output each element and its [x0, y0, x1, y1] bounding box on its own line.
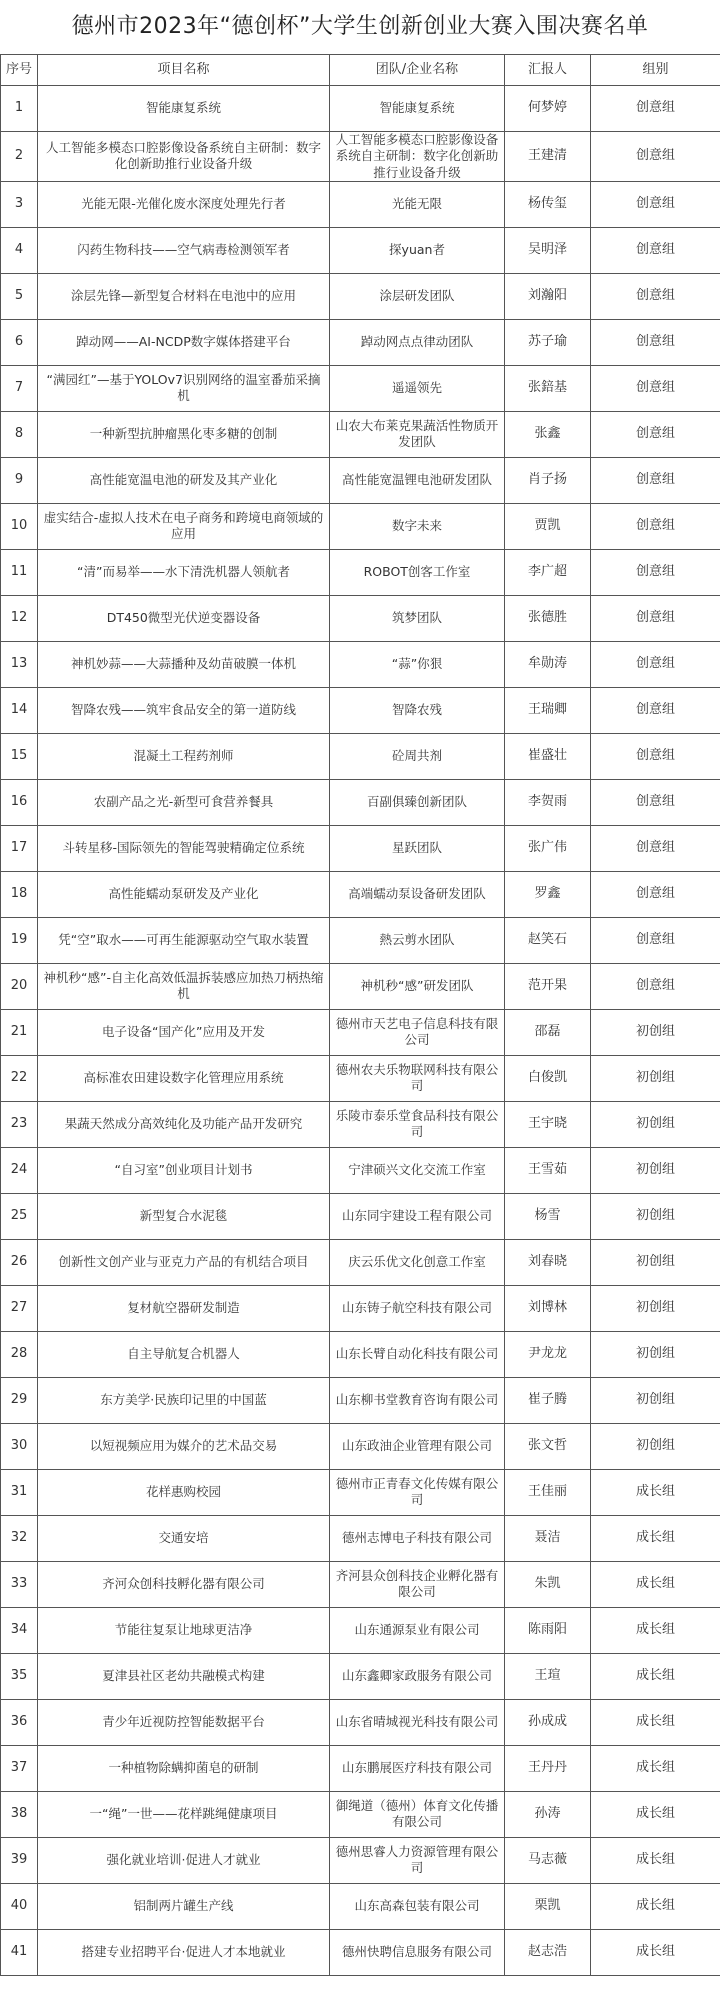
project-name: “自习室”创业项目计划书: [38, 1147, 330, 1193]
team-name: 德州农夫乐物联网科技有限公司: [330, 1055, 505, 1101]
project-name: 踔动网——AI-NCDP数字媒体搭建平台: [38, 319, 330, 365]
group-name: 成长组: [591, 1699, 720, 1745]
table-row: [1, 1791, 720, 1837]
reporter-name: 王瑄: [505, 1653, 591, 1699]
row-number: 2: [1, 132, 38, 182]
table-row: [1, 963, 720, 1009]
reporter-name: 王瑞卿: [505, 687, 591, 733]
project-name: 强化就业培训·促进人才就业: [38, 1837, 330, 1883]
row-number: 18: [1, 871, 38, 917]
group-name: 创意组: [591, 503, 720, 549]
group-name: 创意组: [591, 227, 720, 273]
team-name: ROBOT创客工作室: [330, 549, 505, 595]
table-row: [1, 1377, 720, 1423]
team-name: 山东鹏展医疗科技有限公司: [330, 1745, 505, 1791]
reporter-name: 王丹丹: [505, 1745, 591, 1791]
project-name: 一种植物除螨抑菌皂的研制: [38, 1745, 330, 1791]
group-name: 初创组: [591, 1193, 720, 1239]
row-number: 26: [1, 1239, 38, 1285]
group-name: 初创组: [591, 1331, 720, 1377]
team-name: 山东铸子航空科技有限公司: [330, 1285, 505, 1331]
project-name: 智降农残——筑牢食品安全的第一道防线: [38, 687, 330, 733]
table-row: [1, 549, 720, 595]
row-number: 12: [1, 595, 38, 641]
row-number: 35: [1, 1653, 38, 1699]
header-project: 项目名称: [38, 55, 330, 86]
group-name: 创意组: [591, 733, 720, 779]
row-number: 25: [1, 1193, 38, 1239]
group-name: 初创组: [591, 1423, 720, 1469]
row-number: 5: [1, 273, 38, 319]
project-name: 高标准农田建设数字化管理应用系统: [38, 1055, 330, 1101]
header-team: 团队/企业名称: [330, 55, 505, 86]
header-number: 序号: [1, 55, 38, 86]
table-row: [1, 1193, 720, 1239]
project-name: 铝制两片罐生产线: [38, 1883, 330, 1929]
team-name: 人工智能多模态口腔影像设备系统自主研制：数字化创新助推行业设备升级: [330, 132, 505, 182]
reporter-name: 何梦婷: [505, 86, 591, 132]
table-row: [1, 917, 720, 963]
team-name: “蒜”你狠: [330, 641, 505, 687]
table-row: [1, 132, 720, 182]
reporter-name: 张文哲: [505, 1423, 591, 1469]
row-number: 17: [1, 825, 38, 871]
project-name: 斗转星移-国际领先的智能驾驶精确定位系统: [38, 825, 330, 871]
team-name: 山东长臂自动化科技有限公司: [330, 1331, 505, 1377]
group-name: 成长组: [591, 1469, 720, 1515]
row-number: 22: [1, 1055, 38, 1101]
group-name: 创意组: [591, 641, 720, 687]
group-name: 初创组: [591, 1009, 720, 1055]
reporter-name: 崔盛壮: [505, 733, 591, 779]
project-name: 凭“空”取水——可再生能源驱动空气取水装置: [38, 917, 330, 963]
row-number: 28: [1, 1331, 38, 1377]
row-number: 9: [1, 457, 38, 503]
group-name: 初创组: [591, 1147, 720, 1193]
row-number: 30: [1, 1423, 38, 1469]
team-name: 宁津硕兴文化交流工作室: [330, 1147, 505, 1193]
reporter-name: 王建清: [505, 132, 591, 182]
table-row: [1, 1331, 720, 1377]
reporter-name: 牟勋涛: [505, 641, 591, 687]
team-name: 数字未来: [330, 503, 505, 549]
team-name: 御绳道（德州）体育文化传播有限公司: [330, 1791, 505, 1837]
row-number: 41: [1, 1929, 38, 1975]
reporter-name: 苏子瑜: [505, 319, 591, 365]
project-name: 涂层先锋—新型复合材料在电池中的应用: [38, 273, 330, 319]
table-row: [1, 1883, 720, 1929]
group-name: 初创组: [591, 1285, 720, 1331]
table-row: [1, 871, 720, 917]
group-name: 成长组: [591, 1929, 720, 1975]
header-row: [1, 55, 720, 86]
row-number: 7: [1, 365, 38, 411]
reporter-name: 罗鑫: [505, 871, 591, 917]
reporter-name: 肖子扬: [505, 457, 591, 503]
reporter-name: 陈雨阳: [505, 1607, 591, 1653]
reporter-name: 王佳丽: [505, 1469, 591, 1515]
row-number: 16: [1, 779, 38, 825]
table-row: [1, 825, 720, 871]
reporter-name: 张德胜: [505, 595, 591, 641]
project-name: 东方美学·民族印记里的中国蓝: [38, 1377, 330, 1423]
reporter-name: 王宇晓: [505, 1101, 591, 1147]
reporter-name: 聂洁: [505, 1515, 591, 1561]
project-name: 搭建专业招聘平台·促进人才本地就业: [38, 1929, 330, 1975]
reporter-name: 崔子腾: [505, 1377, 591, 1423]
group-name: 创意组: [591, 86, 720, 132]
project-name: 智能康复系统: [38, 86, 330, 132]
row-number: 14: [1, 687, 38, 733]
team-name: 德州快聘信息服务有限公司: [330, 1929, 505, 1975]
group-name: 创意组: [591, 779, 720, 825]
project-name: 创新性文创产业与亚克力产品的有机结合项目: [38, 1239, 330, 1285]
project-name: 青少年近视防控智能数据平台: [38, 1699, 330, 1745]
group-name: 成长组: [591, 1883, 720, 1929]
reporter-name: 白俊凯: [505, 1055, 591, 1101]
reporter-name: 栗凯: [505, 1883, 591, 1929]
table-row: [1, 457, 720, 503]
header-reporter: 汇报人: [505, 55, 591, 86]
team-name: 神机秒“感”研发团队: [330, 963, 505, 1009]
table-row: [1, 1423, 720, 1469]
project-name: 电子设备“国产化”应用及开发: [38, 1009, 330, 1055]
table-row: [1, 1055, 720, 1101]
project-name: 新型复合水泥毯: [38, 1193, 330, 1239]
reporter-name: 杨传玺: [505, 181, 591, 227]
reporter-name: 马志薇: [505, 1837, 591, 1883]
row-number: 10: [1, 503, 38, 549]
team-name: 山东政油企业管理有限公司: [330, 1423, 505, 1469]
table-row: [1, 365, 720, 411]
team-name: 遥遥领先: [330, 365, 505, 411]
group-name: 成长组: [591, 1745, 720, 1791]
reporter-name: 杨雪: [505, 1193, 591, 1239]
group-name: 成长组: [591, 1791, 720, 1837]
row-number: 36: [1, 1699, 38, 1745]
group-name: 初创组: [591, 1239, 720, 1285]
project-name: 果蔬天然成分高效纯化及功能产品开发研究: [38, 1101, 330, 1147]
row-number: 23: [1, 1101, 38, 1147]
group-name: 创意组: [591, 181, 720, 227]
reporter-name: 孙涛: [505, 1791, 591, 1837]
group-name: 初创组: [591, 1101, 720, 1147]
team-name: 德州思睿人力资源管理有限公司: [330, 1837, 505, 1883]
reporter-name: 张鑫: [505, 411, 591, 457]
table-row: [1, 1837, 720, 1883]
table-row: [1, 1653, 720, 1699]
table-body: [1, 86, 720, 1976]
row-number: 4: [1, 227, 38, 273]
project-name: 花样惠购校园: [38, 1469, 330, 1515]
team-name: 庆云乐优文化创意工作室: [330, 1239, 505, 1285]
team-name: 光能无限: [330, 181, 505, 227]
project-name: 高性能宽温电池的研发及其产业化: [38, 457, 330, 503]
row-number: 15: [1, 733, 38, 779]
row-number: 38: [1, 1791, 38, 1837]
team-name: 山东高森包装有限公司: [330, 1883, 505, 1929]
group-name: 创意组: [591, 457, 720, 503]
document-title: 德州市2023年“德创杯”大学生创新创业大赛入围决赛名单: [71, 14, 649, 39]
table-row: [1, 1469, 720, 1515]
row-number: 19: [1, 917, 38, 963]
row-number: 24: [1, 1147, 38, 1193]
row-number: 32: [1, 1515, 38, 1561]
project-name: 高性能蠕动泵研发及产业化: [38, 871, 330, 917]
table-row: [1, 1699, 720, 1745]
table-row: [1, 595, 720, 641]
table-row: [1, 319, 720, 365]
reporter-name: 吴明泽: [505, 227, 591, 273]
team-name: 熱云剪水团队: [330, 917, 505, 963]
team-name: 山东鑫卿家政服务有限公司: [330, 1653, 505, 1699]
group-name: 初创组: [591, 1377, 720, 1423]
table-row: [1, 779, 720, 825]
reporter-name: 朱凯: [505, 1561, 591, 1607]
team-name: 砼周共剂: [330, 733, 505, 779]
team-name: 智降农残: [330, 687, 505, 733]
team-name: 高端蠕动泵设备研发团队: [330, 871, 505, 917]
reporter-name: 李贺雨: [505, 779, 591, 825]
group-name: 创意组: [591, 825, 720, 871]
group-name: 创意组: [591, 132, 720, 182]
reporter-name: 孙成成: [505, 1699, 591, 1745]
reporter-name: 尹龙龙: [505, 1331, 591, 1377]
project-name: DT450微型光伏逆变器设备: [38, 595, 330, 641]
table-row: [1, 1285, 720, 1331]
project-name: “满园红”—基于YOLOv7识别网络的温室番茄采摘机: [38, 365, 330, 411]
reporter-name: 刘瀚阳: [505, 273, 591, 319]
table-row: [1, 181, 720, 227]
table-row: [1, 1607, 720, 1653]
table-row: [1, 503, 720, 549]
row-number: 37: [1, 1745, 38, 1791]
team-name: 山东同宇建设工程有限公司: [330, 1193, 505, 1239]
table-row: [1, 641, 720, 687]
row-number: 27: [1, 1285, 38, 1331]
row-number: 3: [1, 181, 38, 227]
table-row: [1, 1929, 720, 1975]
project-name: 人工智能多模态口腔影像设备系统自主研制：数字化创新助推行业设备升级: [38, 132, 330, 182]
team-name: 智能康复系统: [330, 86, 505, 132]
reporter-name: 刘春晓: [505, 1239, 591, 1285]
row-number: 39: [1, 1837, 38, 1883]
team-name: 德州市正青春文化传媒有限公司: [330, 1469, 505, 1515]
group-name: 成长组: [591, 1653, 720, 1699]
group-name: 初创组: [591, 1055, 720, 1101]
row-number: 40: [1, 1883, 38, 1929]
row-number: 20: [1, 963, 38, 1009]
group-name: 创意组: [591, 871, 720, 917]
row-number: 21: [1, 1009, 38, 1055]
project-name: 农副产品之光-新型可食营养餐具: [38, 779, 330, 825]
project-name: 一“绳”一世——花样跳绳健康项目: [38, 1791, 330, 1837]
project-name: 混凝土工程药剂师: [38, 733, 330, 779]
group-name: 成长组: [591, 1607, 720, 1653]
group-name: 创意组: [591, 549, 720, 595]
row-number: 6: [1, 319, 38, 365]
project-name: “清”而易举——水下清洗机器人领航者: [38, 549, 330, 595]
team-name: 山农大布莱克果蔬活性物质开发团队: [330, 411, 505, 457]
table-row: [1, 1009, 720, 1055]
row-number: 31: [1, 1469, 38, 1515]
project-name: 神机妙蒜——大蒜播种及幼苗破膜一体机: [38, 641, 330, 687]
team-name: 涂层研发团队: [330, 273, 505, 319]
team-name: 筑梦团队: [330, 595, 505, 641]
project-name: 一种新型抗肿瘤黑化枣多糖的创制: [38, 411, 330, 457]
row-number: 13: [1, 641, 38, 687]
group-name: 成长组: [591, 1515, 720, 1561]
row-number: 8: [1, 411, 38, 457]
group-name: 创意组: [591, 411, 720, 457]
team-name: 高性能宽温锂电池研发团队: [330, 457, 505, 503]
team-name: 山东通源泵业有限公司: [330, 1607, 505, 1653]
group-name: 创意组: [591, 595, 720, 641]
reporter-name: 王雪茹: [505, 1147, 591, 1193]
reporter-name: 范开果: [505, 963, 591, 1009]
group-name: 创意组: [591, 319, 720, 365]
table-row: [1, 1101, 720, 1147]
project-name: 闪药生物科技——空气病毒检测领军者: [38, 227, 330, 273]
table-row: [1, 86, 720, 132]
table-row: [1, 411, 720, 457]
reporter-name: 邵磊: [505, 1009, 591, 1055]
table-row: [1, 1561, 720, 1607]
group-name: 创意组: [591, 365, 720, 411]
reporter-name: 张广伟: [505, 825, 591, 871]
table-row: [1, 1515, 720, 1561]
reporter-name: 赵志浩: [505, 1929, 591, 1975]
team-name: 山东省晴城视光科技有限公司: [330, 1699, 505, 1745]
project-name: 节能往复泵让地球更洁净: [38, 1607, 330, 1653]
group-name: 创意组: [591, 917, 720, 963]
project-name: 神机秒“感”-自主化高效低温拆装感应加热刀柄热缩机: [38, 963, 330, 1009]
project-name: 夏津县社区老幼共融模式构建: [38, 1653, 330, 1699]
table-row: [1, 1147, 720, 1193]
reporter-name: 刘博林: [505, 1285, 591, 1331]
table-row: [1, 687, 720, 733]
project-name: 以短视频应用为媒介的艺术品交易: [38, 1423, 330, 1469]
reporter-name: 李广超: [505, 549, 591, 595]
project-name: 齐河众创科技孵化器有限公司: [38, 1561, 330, 1607]
team-name: 乐陵市泰乐堂食品科技有限公司: [330, 1101, 505, 1147]
group-name: 创意组: [591, 963, 720, 1009]
group-name: 创意组: [591, 687, 720, 733]
table-row: [1, 227, 720, 273]
team-name: 踔动网点点律动团队: [330, 319, 505, 365]
row-number: 1: [1, 86, 38, 132]
team-name: 星跃团队: [330, 825, 505, 871]
reporter-name: 张錇基: [505, 365, 591, 411]
table-row: [1, 273, 720, 319]
table-row: [1, 1239, 720, 1285]
project-name: 交通安培: [38, 1515, 330, 1561]
team-name: 德州市天艺电子信息科技有限公司: [330, 1009, 505, 1055]
row-number: 11: [1, 549, 38, 595]
team-name: 百副俱臻创新团队: [330, 779, 505, 825]
team-name: 德州志博电子科技有限公司: [330, 1515, 505, 1561]
group-name: 成长组: [591, 1837, 720, 1883]
reporter-name: 赵笑石: [505, 917, 591, 963]
project-name: 虚实结合-虚拟人技术在电子商务和跨境电商领域的应用: [38, 503, 330, 549]
group-name: 创意组: [591, 273, 720, 319]
table-row: [1, 733, 720, 779]
header-group: 组别: [591, 55, 720, 86]
team-name: 山东柳书堂教育咨询有限公司: [330, 1377, 505, 1423]
group-name: 成长组: [591, 1561, 720, 1607]
row-number: 34: [1, 1607, 38, 1653]
project-name: 光能无限-光催化废水深度处理先行者: [38, 181, 330, 227]
project-name: 复材航空器研发制造: [38, 1285, 330, 1331]
project-name: 自主导航复合机器人: [38, 1331, 330, 1377]
table-row: [1, 1745, 720, 1791]
reporter-name: 贾凯: [505, 503, 591, 549]
team-name: 探yuan者: [330, 227, 505, 273]
row-number: 33: [1, 1561, 38, 1607]
finalist-table: [0, 54, 720, 1976]
team-name: 齐河县众创科技企业孵化器有限公司: [330, 1561, 505, 1607]
row-number: 29: [1, 1377, 38, 1423]
